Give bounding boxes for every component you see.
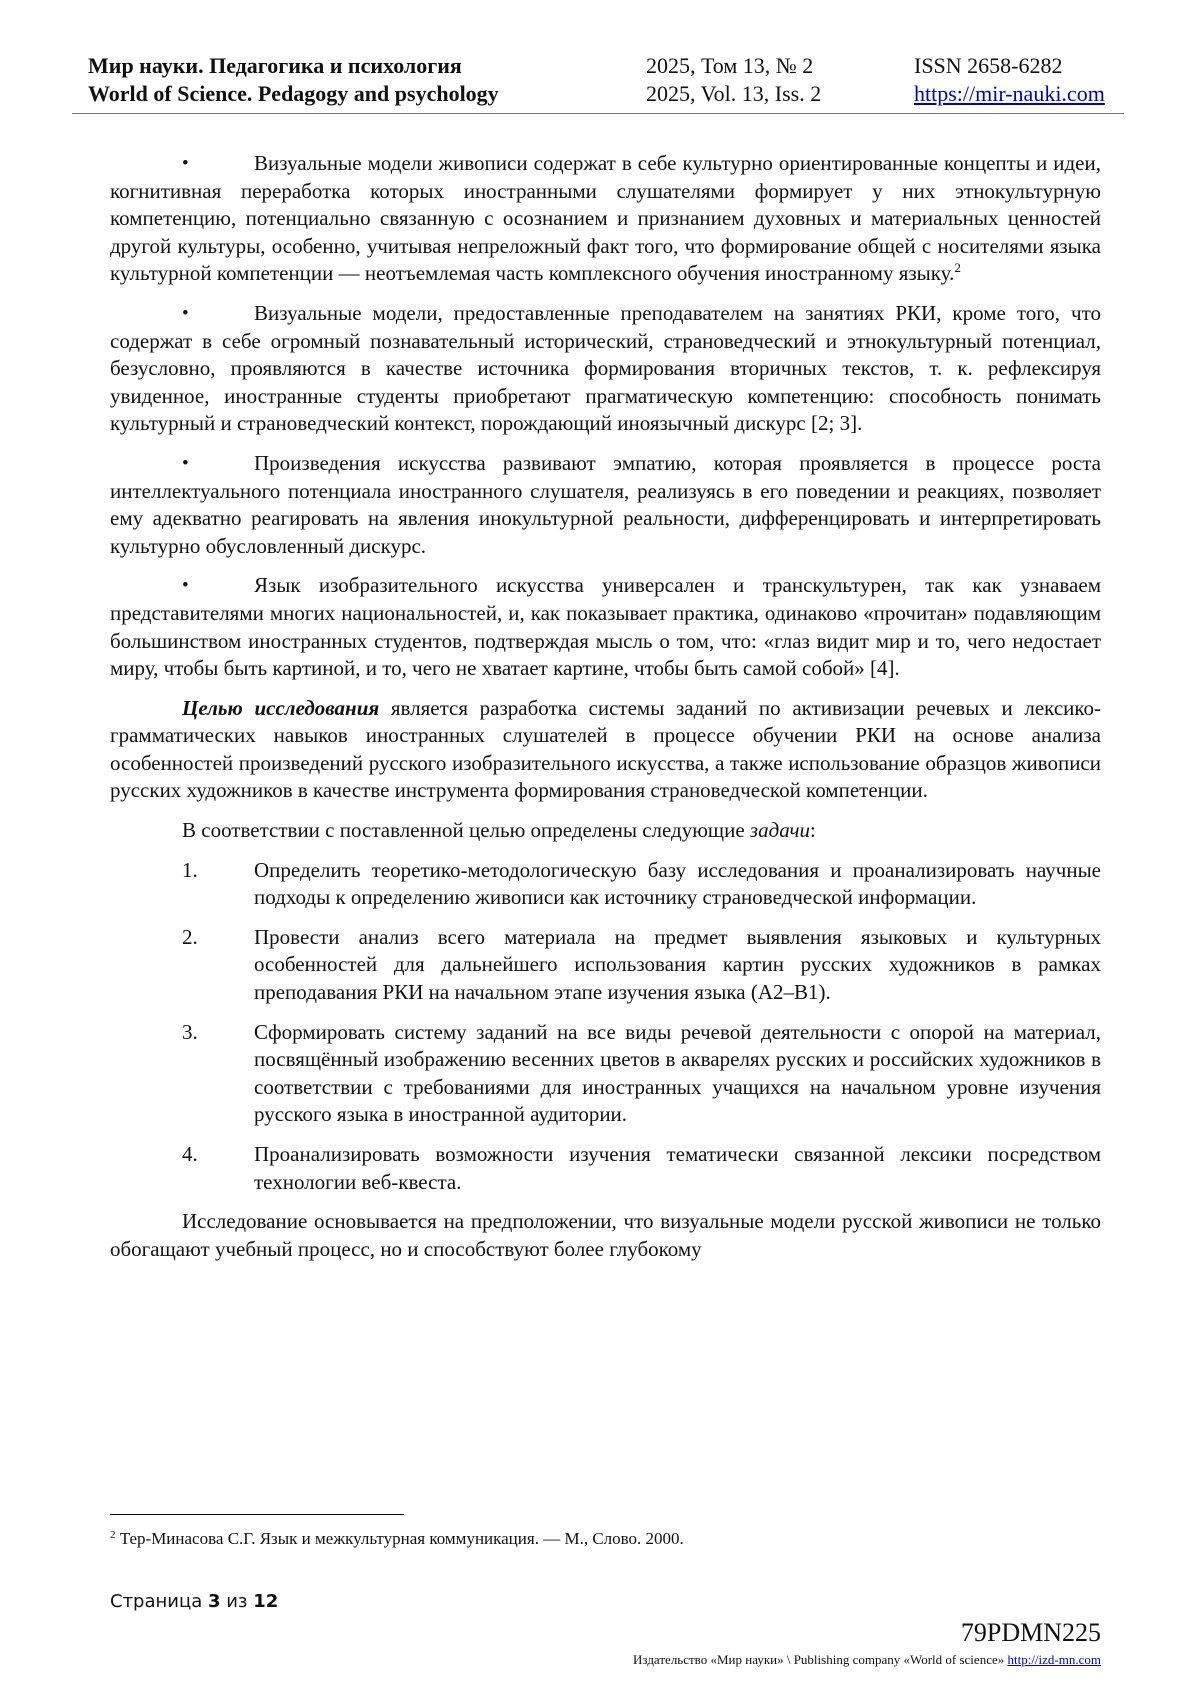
goal-paragraph [110, 695, 1101, 805]
article-code: 79PDMN225 [960, 1618, 1101, 1647]
publisher-url-link[interactable]: http://izd-mn.com [1007, 1652, 1101, 1667]
footnote-divider [110, 1514, 404, 1515]
bullet-text-2: Визуальные модели, предоставленные преподавателем на занятиях РКИ, кроме того, что содержат в себе огромный познавательный исторический, страноведческий и этнокультурный потенциал, безусловно, проявляются в качестве источника формирования вторичных текстов, т. к. рефлексируя увиденное, иностранные студенты приобретают прагматическую компетенцию: способность понимать культурный и страноведческий контекст, порождающий иноязычный дискурс [2; 3]. [110, 300, 1101, 436]
task-number: 4. [182, 1142, 198, 1166]
publisher-text: Издательство «Мир науки» \ Publishing company «World of science» [633, 1652, 1008, 1667]
page-header [88, 52, 1122, 108]
bullet-icon: • [182, 302, 189, 324]
task-text-2: Провести анализ всего материала на предмет выявления языковых и культурных особенностей для дальнейшего использования картин русских художников в рамках преподавания РКИ на начальном этапе изучения языка (А2–В1). [254, 924, 1101, 1005]
task-text-3: Сформировать систему заданий на все виды речевой деятельности с опорой на материал, посвящённый изображению весенних цветов в акварелях русских и российских художников в соответствии с требованиями для иностранных учащихся на начальном уровне изучения русского языка в иностранной аудитории. [254, 1019, 1101, 1127]
journal-title-ru: Мир науки. Педагогика и психология [88, 53, 462, 78]
header-row-ru [88, 52, 1122, 80]
tasks-intro-em: задачи [749, 818, 810, 843]
task-number: 3. [182, 1019, 198, 1044]
bullet-paragraph-4 [110, 572, 1101, 682]
header-row-en [88, 80, 1122, 108]
task-item-1 [110, 857, 1101, 912]
header-divider [72, 113, 1124, 114]
bullet-paragraph-3 [110, 450, 1101, 560]
bullet-paragraph-2 [110, 300, 1101, 438]
bullet-icon: • [182, 575, 189, 597]
task-text-4: Проанализировать возможности изучения тематически связанной лексики посредством технологии веб-квеста. [254, 1142, 1101, 1194]
footnote-ref[interactable]: 2 [954, 260, 961, 276]
task-text-1: Определить теоретико-методологическую базу исследования и проанализировать научные подходы к определению живописи как источнику страноведческой информации. [254, 857, 1101, 910]
page-mid: из [220, 1591, 254, 1612]
journal-title-en: World of Science. Pedagogy and psychology [88, 81, 499, 106]
closing-paragraph: Исследование основывается на предположении, что визуальные модели русской живописи не только обогащают учебный процесс, но и способствуют более глубокому [110, 1209, 1101, 1261]
journal-url-link[interactable]: https://mir-nauki.com [914, 81, 1105, 106]
bullet-icon: • [182, 153, 189, 174]
bullet-text-4: Язык изобразительного искусства универсален и транскультурен, так как узнаваем представителями многих национальностей, и, как показывает практика, одинаково «прочитан» подавляющим большинством иностранных студентов, подтверждая мысль о том, что: «глаз видит мир и то, чего недостает миру, чтобы быть картиной, и то, чего не хватает картине, чтобы быть самой собой» [4]. [110, 573, 1101, 681]
footnote [110, 1528, 1101, 1550]
bullet-paragraph-1 [110, 150, 1101, 288]
page-prefix: Страница [110, 1591, 208, 1612]
task-number: 1. [182, 857, 198, 882]
goal-lead: Целью исследования [182, 695, 380, 720]
issue-en: 2025, Vol. 13, Iss. 2 [646, 81, 822, 106]
tasks-intro-text: В соответствии с поставленной целью определены следующие [182, 818, 750, 843]
footnote-text: Тер-Минасова С.Г. Язык и межкультурная коммуникация. — М., Слово. 2000. [115, 1529, 684, 1548]
bullet-icon: • [182, 452, 189, 474]
goal-text: является разработка системы заданий по активизации речевых и лексико-грамматических навыков иностранных слушателей в процессе обучении РКИ на основе анализа особенностей произведений русского изобразительного искусства, а также использование образцов живописи русских художников в качестве инструмента формирования страноведческой компетенции. [110, 695, 1102, 803]
issn: ISSN 2658-6282 [914, 53, 1063, 78]
tasks-intro-tail: : [809, 818, 816, 843]
bullet-text-3: Произведения искусства развивают эмпатию, которая проявляется в процессе роста интеллектуального потенциала иностранного слушателя, реализуясь в его поведении и реакциях, позволяет ему адекватно реагировать на явления инокультурной реальности, дифференцировать и интерпретировать культурно обусловленный дискурс. [110, 450, 1101, 558]
bullet-text-1: Визуальные модели живописи содержат в себе культурно ориентированные концепты и идеи, когнитивная переработка которых иностранными слушателями формирует у них этнокультурную компетенцию, потенциально связанную с осознанием и признанием духовных и материальных ценностей другой культуры, особенно, учитывая непреложный факт того, что формирование общей с носителями языка культурной компетенции — неотъемлемая часть комплексного обучения иностранному языку. [110, 151, 1101, 286]
task-item-4 [110, 1141, 1101, 1196]
page-current: 3 [207, 1591, 221, 1612]
issue-ru: 2025, Том 13, № 2 [646, 53, 814, 78]
task-item-2 [110, 924, 1101, 1007]
publisher-line [633, 1651, 1101, 1669]
footnote-number: 2 [110, 1529, 116, 1541]
page-number [110, 1590, 278, 1614]
article-body [110, 150, 1101, 1275]
task-number: 2. [182, 924, 198, 949]
tasks-intro [110, 817, 1101, 845]
page-total: 12 [253, 1591, 279, 1612]
task-item-3 [110, 1019, 1101, 1129]
